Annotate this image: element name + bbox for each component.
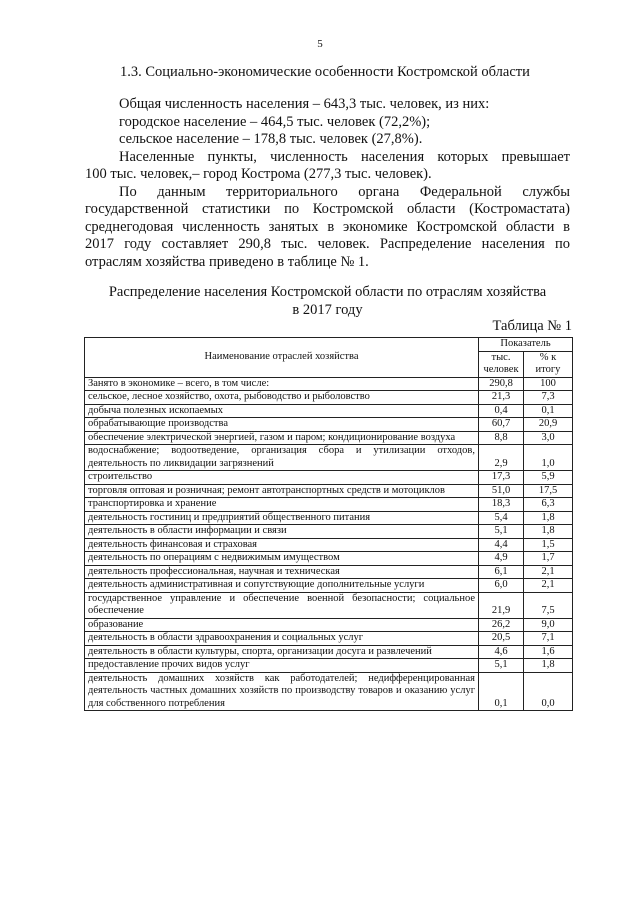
row-industry: транспортировка и хранение — [85, 498, 479, 512]
row-industry: обрабатывающие производства — [85, 418, 479, 432]
row-thousand-people: 21,9 — [479, 592, 524, 618]
row-percent: 1,8 — [524, 511, 573, 525]
row-thousand-people: 4,6 — [479, 645, 524, 659]
table-row — [85, 645, 573, 659]
table-row — [85, 592, 573, 618]
table-row — [85, 525, 573, 539]
row-industry: деятельность профессиональная, научная и техническая — [85, 565, 479, 579]
row-industry: предоставление прочих видов услуг — [85, 659, 479, 673]
table-title-line-1: Распределение населения Костромской области по отраслям хозяйства — [108, 284, 547, 300]
header-indicator: Показатель — [479, 338, 573, 352]
section-heading: 1.3. Социально-экономические особенности Костромской области — [120, 64, 530, 80]
row-percent: 1,8 — [524, 659, 573, 673]
row-thousand-people: 4,9 — [479, 552, 524, 566]
row-industry: деятельность в области информации и связи — [85, 525, 479, 539]
table-row — [85, 418, 573, 432]
row-industry: деятельность административная и сопутствующие дополнительные услуги — [85, 579, 479, 593]
settlements-line-2: 100 тыс. человек,– город Кострома (277,3 тыс. человек). — [85, 166, 432, 182]
stat-line-5: отраслям хозяйства приведено в таблице № 1. — [85, 253, 369, 270]
row-industry: государственное управление и обеспечение военной безопасности; социальное обеспечение — [85, 592, 479, 618]
employment-table — [84, 337, 573, 711]
row-percent: 9,0 — [524, 618, 573, 632]
row-percent: 1,6 — [524, 645, 573, 659]
table-row — [85, 511, 573, 525]
population-block — [85, 96, 570, 271]
row-percent: 1,5 — [524, 538, 573, 552]
row-industry: деятельность гостиниц и предприятий общественного питания — [85, 511, 479, 525]
table-row — [85, 391, 573, 405]
row-percent: 6,3 — [524, 498, 573, 512]
table-row — [85, 565, 573, 579]
stat-line-1: По данным территориального органа Федеральной службы — [119, 183, 570, 200]
row-percent: 2,1 — [524, 579, 573, 593]
row-percent: 2,1 — [524, 565, 573, 579]
row-percent: 7,3 — [524, 391, 573, 405]
header-thousand-people: тыс. человек — [479, 351, 524, 377]
pop-total: Общая численность населения – 643,3 тыс. человек, из них: — [119, 96, 490, 112]
row-industry: деятельность в области культуры, спорта, организации досуга и развлечений — [85, 645, 479, 659]
table-row — [85, 538, 573, 552]
row-thousand-people: 20,5 — [479, 632, 524, 646]
table-row — [85, 579, 573, 593]
row-thousand-people: 0,4 — [479, 404, 524, 418]
row-percent: 3,0 — [524, 431, 573, 445]
table-title-line-2: в 2017 году — [292, 301, 363, 318]
row-thousand-people: 4,4 — [479, 538, 524, 552]
row-percent: 7,1 — [524, 632, 573, 646]
row-thousand-people: 2,9 — [479, 445, 524, 471]
row-thousand-people: 5,1 — [479, 525, 524, 539]
row-thousand-people: 5,4 — [479, 511, 524, 525]
table-row — [85, 445, 573, 471]
pop-urban: городское население – 464,5 тыс. человек (72,2%); — [119, 113, 431, 130]
table-body — [85, 377, 573, 711]
row-industry: деятельность домашних хозяйств как работодателей; недифференцированная деятельность частных домашних хозяйств по производству товаров и оказанию услуг для собственного потребления — [85, 672, 479, 711]
stat-line-4: 2017 году составляет 290,8 тыс. человек. Распределение населения по — [85, 236, 570, 252]
row-industry: деятельность по операциям с недвижимым имуществом — [85, 552, 479, 566]
table-row — [85, 552, 573, 566]
header-percent: % к итогу — [524, 351, 573, 377]
table-row — [85, 377, 573, 391]
table-row — [85, 471, 573, 485]
row-thousand-people: 5,1 — [479, 659, 524, 673]
row-thousand-people: 290,8 — [479, 377, 524, 391]
row-percent: 1,8 — [524, 525, 573, 539]
table-row — [85, 484, 573, 498]
row-thousand-people: 17,3 — [479, 471, 524, 485]
row-industry: водоснабжение; водоотведение, организация сбора и утилизации отходов, деятельность по ликвидации загрязнений — [85, 445, 479, 471]
row-industry: обеспечение электрической энергией, газом и паром; кондиционирование воздуха — [85, 431, 479, 445]
row-thousand-people: 6,0 — [479, 579, 524, 593]
row-industry: Занято в экономике – всего, в том числе: — [85, 377, 479, 391]
row-percent: 1,0 — [524, 445, 573, 471]
row-percent: 5,9 — [524, 471, 573, 485]
row-thousand-people: 18,3 — [479, 498, 524, 512]
table-row — [85, 431, 573, 445]
header-industry: Наименование отраслей хозяйства — [85, 338, 479, 378]
stat-line-2: государственной статистики по Костромской области (Костромастата) — [85, 201, 570, 217]
table-label: Таблица № 1 — [492, 318, 572, 334]
row-thousand-people: 60,7 — [479, 418, 524, 432]
row-percent: 17,5 — [524, 484, 573, 498]
row-industry: сельское, лесное хозяйство, охота, рыбоводство и рыболовство — [85, 391, 479, 405]
row-industry: торговля оптовая и розничная; ремонт автотранспортных средств и мотоциклов — [85, 484, 479, 498]
table-row — [85, 659, 573, 673]
stat-line-3: среднегодовая численность занятых в экономике Костромской области в — [85, 218, 570, 235]
row-percent: 0,1 — [524, 404, 573, 418]
row-thousand-people: 0,1 — [479, 672, 524, 711]
row-industry: деятельность в области здравоохранения и социальных услуг — [85, 632, 479, 646]
pop-rural: сельское население – 178,8 тыс. человек (27,8%). — [119, 131, 423, 147]
row-percent: 20,9 — [524, 418, 573, 432]
row-thousand-people: 8,8 — [479, 431, 524, 445]
row-industry: добыча полезных ископаемых — [85, 404, 479, 418]
row-percent: 7,5 — [524, 592, 573, 618]
row-percent: 1,7 — [524, 552, 573, 566]
page-number: 5 — [317, 38, 323, 50]
table-row — [85, 672, 573, 711]
row-industry: деятельность финансовая и страховая — [85, 538, 479, 552]
row-thousand-people: 21,3 — [479, 391, 524, 405]
row-industry: образование — [85, 618, 479, 632]
table-row — [85, 404, 573, 418]
row-percent: 0,0 — [524, 672, 573, 711]
row-industry: строительство — [85, 471, 479, 485]
table-row — [85, 632, 573, 646]
row-percent: 100 — [524, 377, 573, 391]
table-row — [85, 618, 573, 632]
row-thousand-people: 51,0 — [479, 484, 524, 498]
table-row — [85, 498, 573, 512]
table-title — [85, 284, 570, 319]
settlements-line-1: Населенные пункты, численность населения которых превышает — [119, 148, 570, 165]
row-thousand-people: 6,1 — [479, 565, 524, 579]
row-thousand-people: 26,2 — [479, 618, 524, 632]
